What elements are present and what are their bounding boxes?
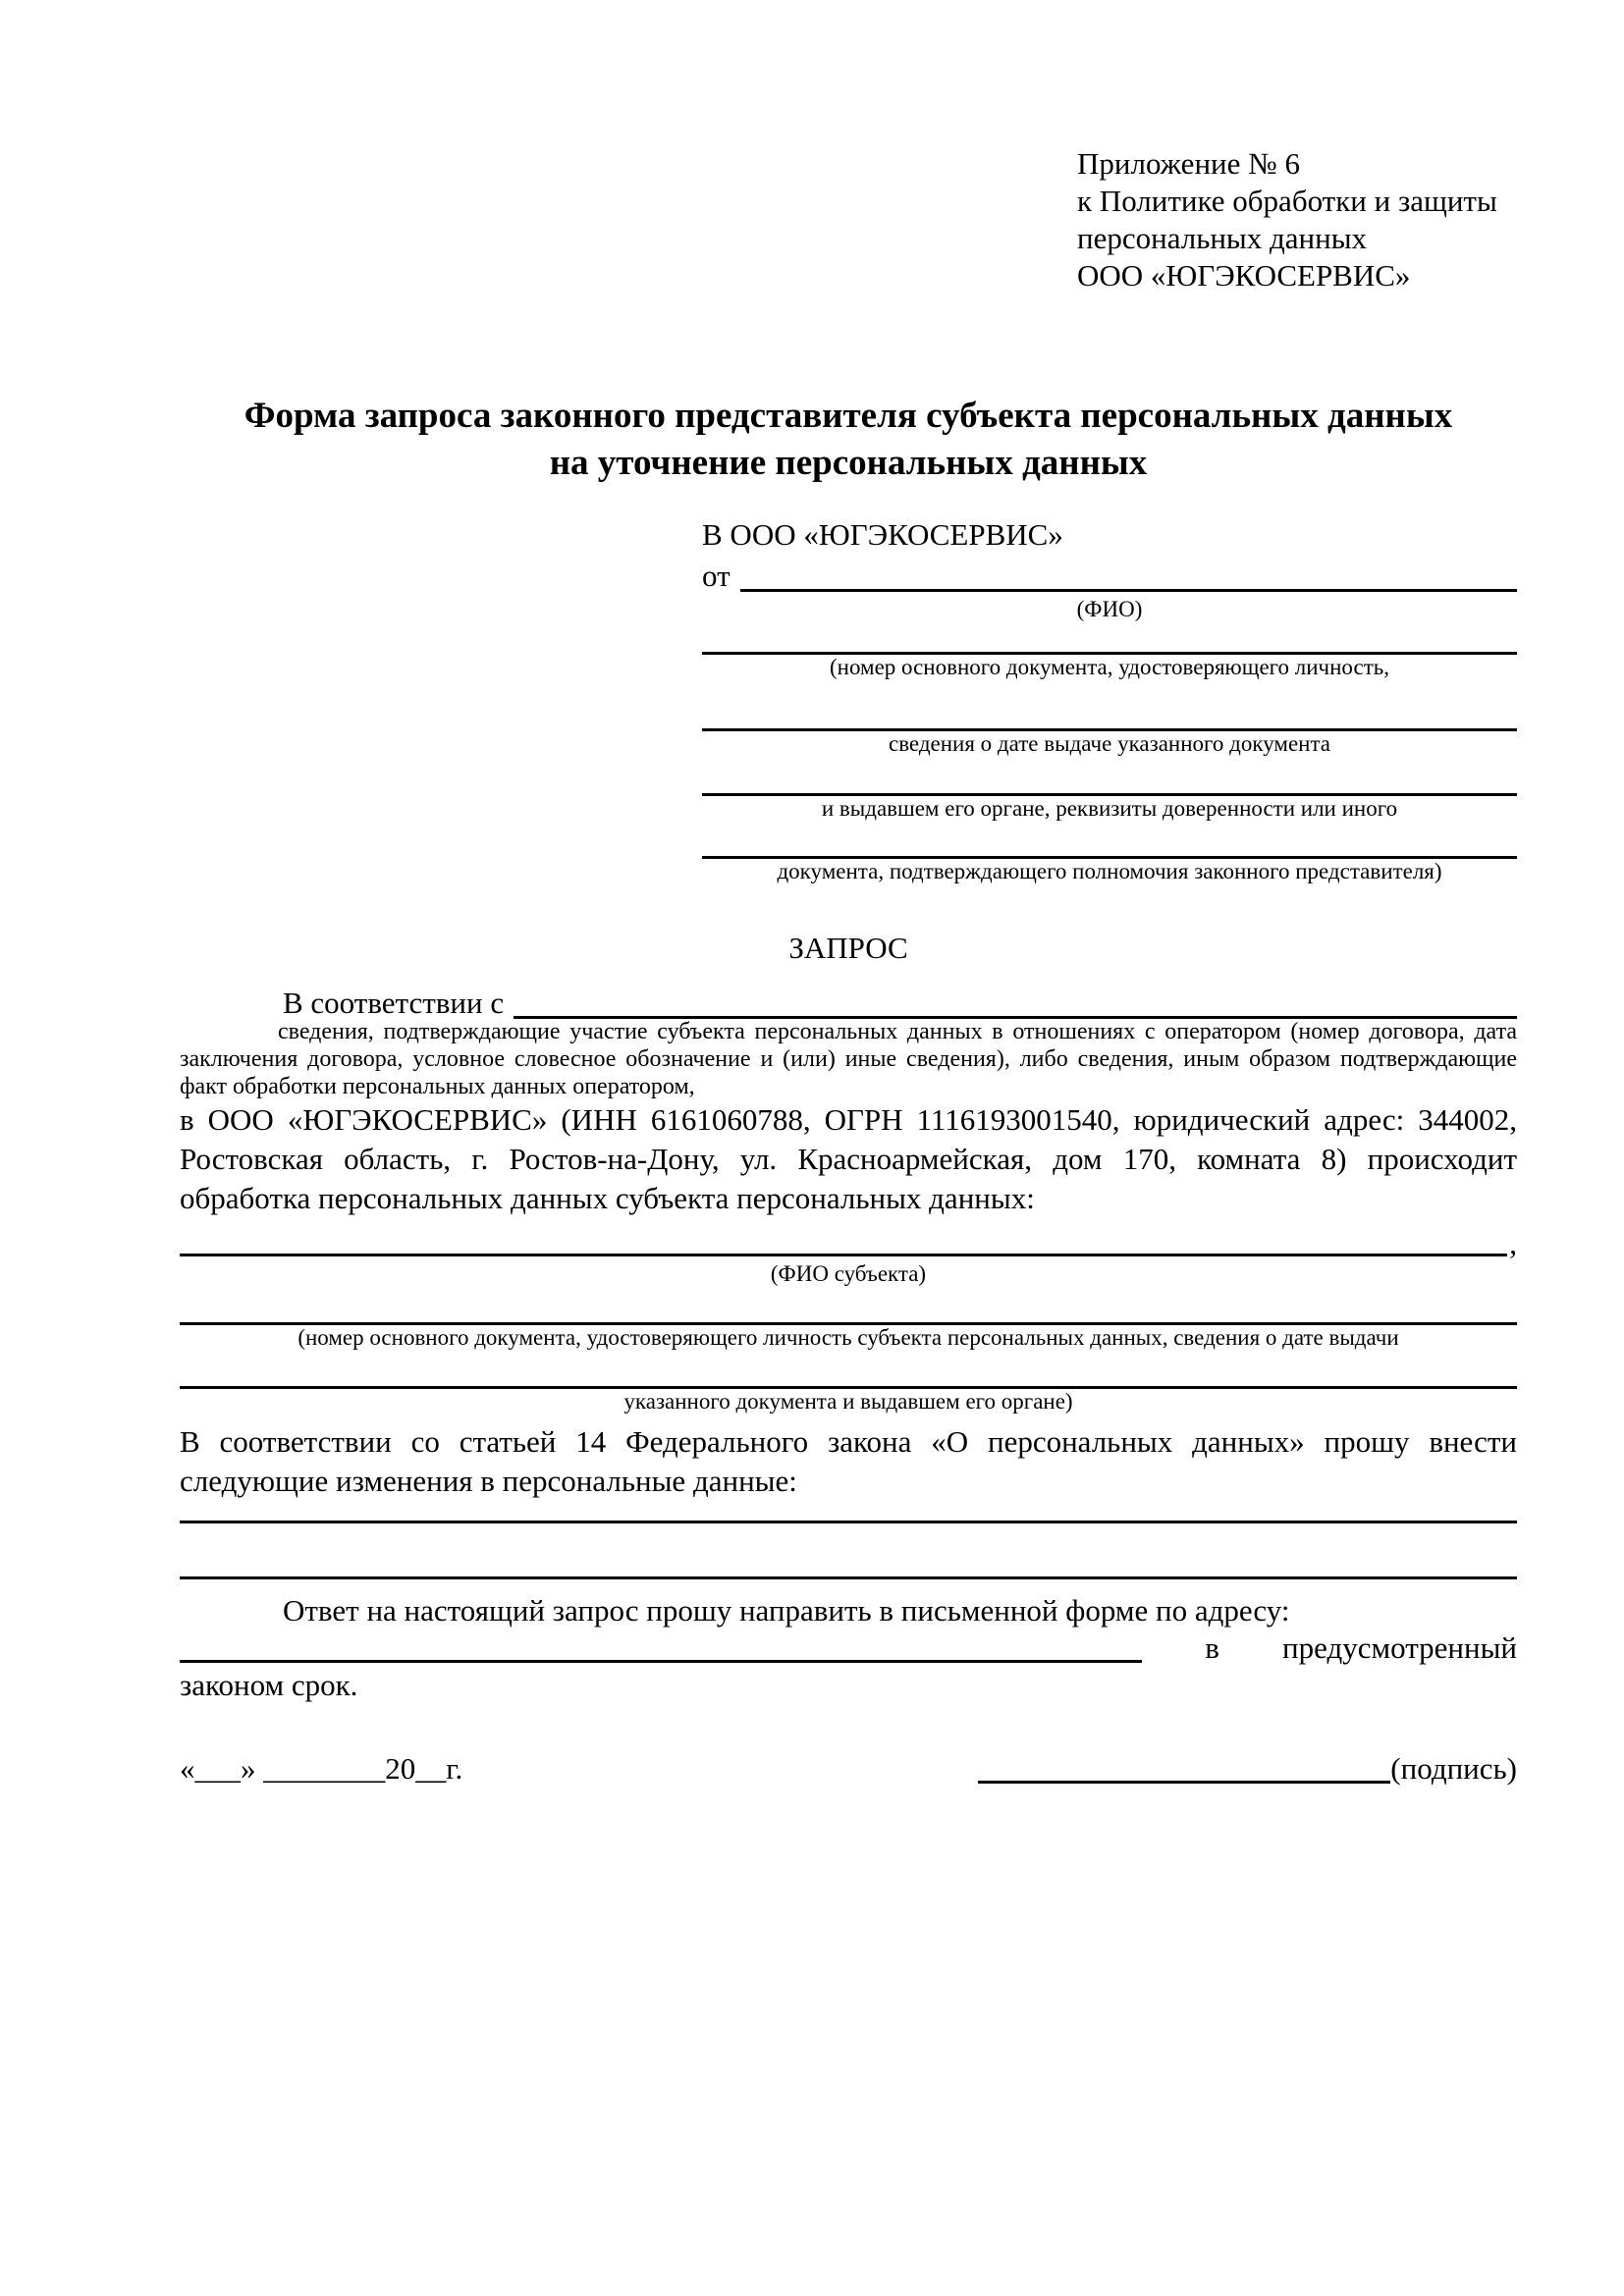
from-fio-blank-line: [740, 556, 1517, 592]
changes-blank-line-1: [180, 1521, 1517, 1523]
addressee-company: В ООО «ЮГЭКОСЕРВИС»: [702, 517, 1063, 552]
doc-caption-4: документа, подтверждающего полномочия законного представителя): [777, 859, 1442, 883]
signature-group: [978, 1748, 1517, 1789]
subject-fio-line-row: [180, 1226, 1517, 1261]
date-signature-row: [180, 1748, 1517, 1789]
document-title-line-1: Форма запроса законного представителя субъекта персональных данных: [244, 396, 1453, 436]
operator-paragraph: в ООО «ЮГЭКОСЕРВИС» (ИНН 6161060788, ОГРН 1116193001540, юридический адрес: 344002, Ростовская область, г. Ростов-на-Дону, ул. Красноармейская, дом 170, комната 8) происходит обработка персональных данных субъекта персональных данных:: [180, 1102, 1517, 1215]
representative-doc-block-4: [702, 856, 1517, 884]
subject-doc-caption-2: указанного документа и выдавшем его органе): [623, 1389, 1073, 1414]
answer-tail: законом срок.: [180, 1668, 358, 1702]
doc-caption-2: сведения о дате выдаче указанного документа: [888, 731, 1331, 756]
address-blank-line: [180, 1660, 1142, 1663]
doc-caption-3: и выдавшем его органе, реквизиты доверенности или иного: [821, 796, 1398, 821]
from-row: [702, 556, 1517, 597]
answer-intro-paragraph: Ответ на настоящий запрос прошу направить в письменной форме по адресу:: [283, 1593, 1290, 1628]
policy-reference-line-2: персональных данных: [1077, 221, 1368, 255]
addressee-block: [702, 514, 1517, 884]
policy-reference-line-1: к Политике обработки и защиты: [1077, 184, 1497, 218]
law-paragraph: В соответствии со статьей 14 Федерального закона «О персональных данных» прошу внести следующие изменения в персональные данные:: [180, 1424, 1517, 1498]
subject-fio-caption: (ФИО субъекта): [770, 1261, 927, 1286]
trailing-comma: ,: [1509, 1226, 1517, 1260]
answer-word-1: в: [1205, 1630, 1219, 1665]
signature-caption: (подпись): [1390, 1751, 1517, 1786]
doc-caption-1: (номер основного документа, удостоверяющего личность,: [829, 655, 1389, 679]
representative-doc-block-2: [702, 728, 1517, 757]
signature-blank-line: [978, 1781, 1390, 1784]
intro-blank-line: [514, 983, 1517, 1019]
document-title-line-2: на уточнение персональных данных: [549, 443, 1148, 483]
from-label: от: [702, 559, 731, 593]
representative-doc-block-3: [702, 793, 1517, 822]
fio-caption: (ФИО): [1076, 597, 1143, 621]
document-title: [180, 393, 1517, 487]
request-heading: ЗАПРОС: [788, 931, 908, 965]
document-body: [180, 393, 1517, 1789]
appendix-header: [1077, 145, 1497, 294]
subject-fio-blank-line: [180, 1254, 1507, 1256]
answer-address-row: [180, 1630, 1517, 1666]
answer-word-2: предусмотренный: [1282, 1630, 1518, 1665]
representative-doc-block-1: [702, 652, 1517, 680]
company-name: ООО «ЮГЭКОСЕРВИС»: [1077, 258, 1411, 293]
changes-blank-line-2: [180, 1576, 1517, 1579]
date-blank: «___» ________20__г.: [180, 1751, 463, 1786]
subject-doc-caption-1: (номер основного документа, удостоверяющего личность субъекта персональных данных, сведения о дате выдачи: [298, 1325, 1399, 1350]
intro-label: В соответствии с: [283, 986, 505, 1020]
appendix-number: Приложение № 6: [1077, 146, 1300, 181]
intro-footnote: сведения, подтверждающие участие субъекта персональных данных в отношениях с оператором (номер договора, дата заключения договора, условное словесное обозначение и (или) иные сведения), либо сведения, иным образом подтверждающие факт обработки персональных данных оператором,: [180, 1019, 1517, 1099]
